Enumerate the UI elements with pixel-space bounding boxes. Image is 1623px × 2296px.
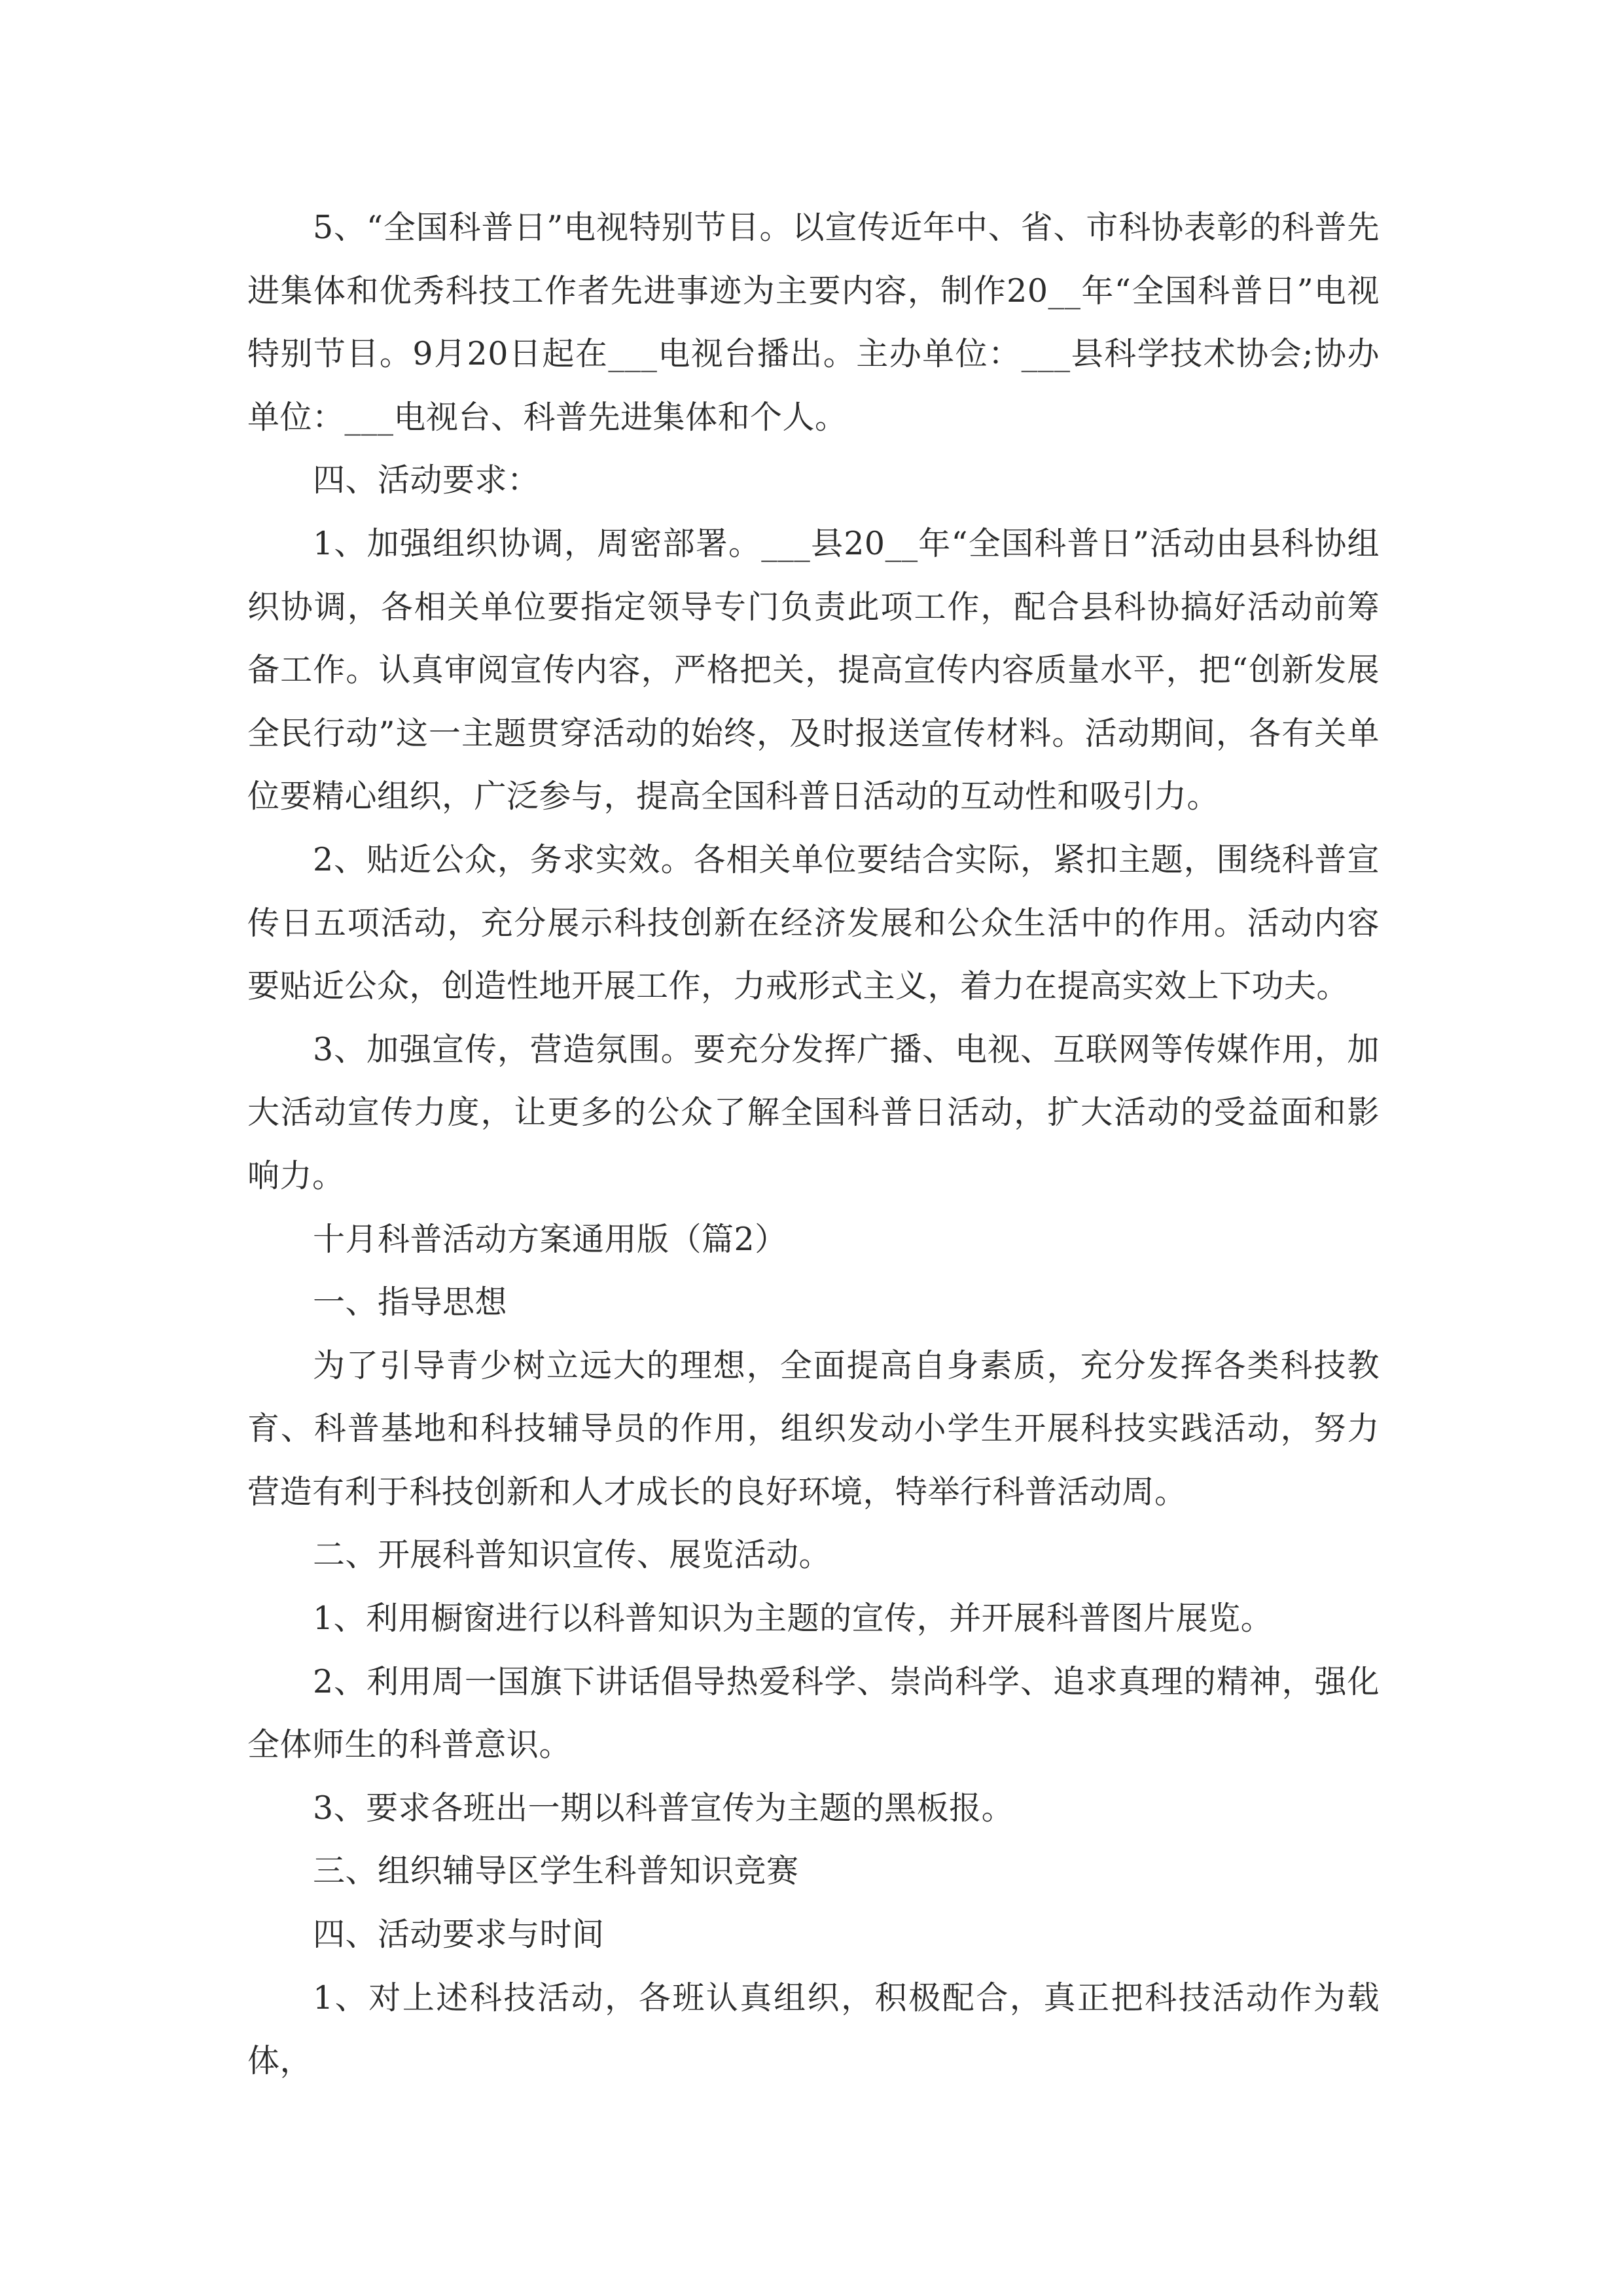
document-body [247, 196, 1380, 2093]
paragraph-exhibition-3: 3、要求各班出一期以科普宣传为主题的黑板报。 [313, 1789, 1014, 1827]
section-heading-publicity-exhibition: 二、开展科普知识宣传、展览活动。 [313, 1536, 832, 1574]
section-heading-activity-requirements: 四、活动要求： [313, 461, 540, 499]
paragraph-requirement-2: 2、贴近公众，务求实效。各相关单位要结合实际，紧扣主题，围绕科普宣传日五项活动，充分展示科技创新在经济发展和公众生活中的作用。活动内容要贴近公众，创造性地开展工作，力戒形式主义，着力在提高实效上下功夫。 [247, 840, 1380, 1005]
section-heading-knowledge-contest: 三、组织辅导区学生科普知识竞赛 [313, 1852, 799, 1890]
paragraph-guiding-ideology: 为了引导青少树立远大的理想，全面提高自身素质，充分发挥各类科技教育、科普基地和科技辅导员的作用，组织发动小学生开展科技实践活动，努力营造有利于科技创新和人才成长的良好环境，特举行科普活动周。 [247, 1346, 1380, 1511]
document-part-title: 十月科普活动方案通用版（篇2） [313, 1220, 787, 1258]
section-heading-guiding-ideology: 一、指导思想 [313, 1283, 508, 1321]
paragraph-requirement-1: 1、加强组织协调，周密部署。___县20__年“全国科普日”活动由县科协组织协调，各相关单位要指定领导专门负责此项工作，配合县科协搞好活动前筹备工作。认真审阅宣传内容，严格把关，提高宣传内容质量水平，把“创新发展全民行动”这一主题贯穿活动的始终，及时报送宣传材料。活动期间，各有关单位要精心组织，广泛参与，提高全国科普日活动的互动性和吸引力。 [247, 524, 1380, 816]
paragraph-item-5-tv-program: 5、“全国科普日”电视特别节目。以宣传近年中、省、市科协表彰的科普先进集体和优秀科技工作者先进事迹为主要内容，制作20__年“全国科普日”电视特别节目。9月20日起在___电视台播出。主办单位：___县科学技术协会;协办单位：___电视台、科普先进集体和个人。 [247, 209, 1380, 436]
paragraph-exhibition-2: 2、利用周一国旗下讲话倡导热爱科学、崇尚科学、追求真理的精神，强化全体师生的科普意识。 [247, 1662, 1380, 1764]
section-heading-requirements-time: 四、活动要求与时间 [313, 1916, 605, 1954]
paragraph-requirement-3: 3、加强宣传，营造氛围。要充分发挥广播、电视、互联网等传媒作用，加大活动宣传力度，让更多的公众了解全国科普日活动，扩大活动的受益面和影响力。 [247, 1030, 1380, 1194]
paragraph-exhibition-1: 1、利用橱窗进行以科普知识为主题的宣传，并开展科普图片展览。 [313, 1600, 1274, 1638]
paragraph-requirements-time-1: 1、对上述科技活动，各班认真组织，积极配合，真正把科技活动作为载体， [247, 1979, 1380, 2080]
